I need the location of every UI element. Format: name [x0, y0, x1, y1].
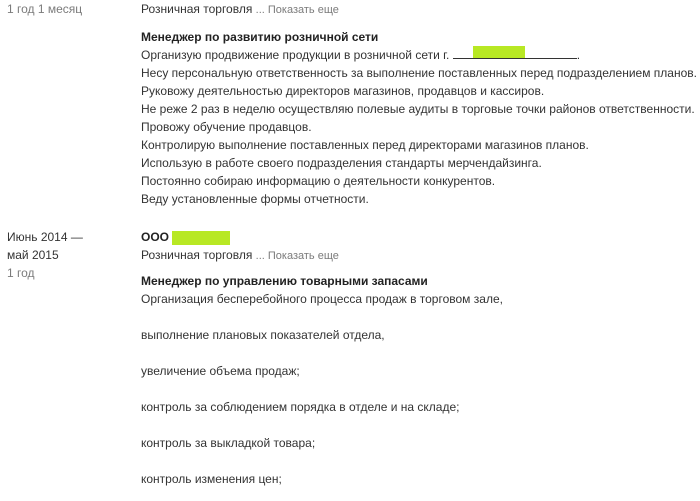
spacer — [141, 308, 696, 326]
entry-1-duty-4: Не реже 2 раз в неделю осуществляю полевые аудиты в торговые точки районов ответственности. — [141, 102, 695, 116]
entry-2-position-title: Менеджер по управлению товарными запасами — [141, 274, 428, 288]
entry-1-duty-1-suffix: . — [576, 48, 581, 62]
entry-2-duty-2: выполнение плановых показателей отдела, — [141, 328, 385, 342]
entry-1-position-title: Менеджер по развитию розничной сети — [141, 30, 379, 44]
entry-2-duty-5: контроль за выкладкой товара; — [141, 436, 316, 450]
entry-1-duty-1 — [141, 46, 696, 64]
entry-2-industry: Розничная торговля — [141, 248, 253, 262]
entry-1-duty-1-text: Организую продвижение продукции в розничной сети г. — [141, 48, 453, 62]
entry-2-meta — [7, 228, 127, 282]
entry-1-duty-3: Руковожу деятельностью директоров магазинов, продавцов и кассиров. — [141, 84, 545, 98]
entry-2-period-start: Июнь 2014 — — [7, 230, 83, 244]
spacer — [141, 452, 696, 470]
entry-2-duration: 1 год — [7, 266, 35, 280]
entry-1-duty-9: Веду установленные формы отчетности. — [141, 192, 369, 206]
city-blank-field — [453, 48, 577, 59]
entry-2-industry-row — [141, 246, 696, 264]
entry-2-company-row — [141, 228, 696, 246]
entry-1-duty-5: Провожу обучение продавцов. — [141, 120, 312, 134]
entry-2-duty-4: контроль за соблюдением порядка в отделе и на складе; — [141, 400, 460, 414]
experience-entry-1 — [0, 0, 700, 215]
spacer — [141, 264, 696, 272]
spacer — [141, 416, 696, 434]
entry-2-details — [141, 228, 696, 488]
entry-1-duty-7: Использую в работе своего подразделения стандарты мерчендайзинга. — [141, 156, 542, 170]
spacer — [141, 18, 696, 28]
entry-1-duration: 1 год 1 месяц — [7, 2, 83, 16]
entry-2-company-prefix: ООО — [141, 230, 170, 244]
entry-1-duty-8: Постоянно собираю информацию о деятельности конкурентов. — [141, 174, 496, 188]
entry-2-duty-3: увеличение объема продаж; — [141, 364, 300, 378]
entry-2-period-end: май 2015 — [7, 248, 59, 262]
redacted-company-name — [172, 231, 230, 245]
experience-entry-2 — [0, 228, 700, 501]
entry-2-duty-6: контроль изменения цен; — [141, 472, 282, 486]
entry-1-industry-row — [141, 0, 696, 18]
redacted-city-block — [473, 46, 525, 58]
entry-1-industry: Розничная торговля — [141, 2, 253, 16]
entry-2-duty-1: Организация бесперебойного процесса продаж в торговом зале, — [141, 292, 503, 306]
entry-1-meta — [7, 0, 127, 18]
spacer — [141, 344, 696, 362]
spacer — [141, 380, 696, 398]
entry-1-duty-2: Несу персональную ответственность за выполнение поставленных перед подразделением планов. — [141, 66, 697, 80]
entry-1-details — [141, 0, 696, 208]
entry-2-show-more-link[interactable]: ... Показать еще — [255, 250, 339, 262]
entry-1-duty-6: Контролирую выполнение поставленных перед директорами магазинов планов. — [141, 138, 589, 152]
entry-1-show-more-link[interactable]: ... Показать еще — [255, 4, 339, 16]
